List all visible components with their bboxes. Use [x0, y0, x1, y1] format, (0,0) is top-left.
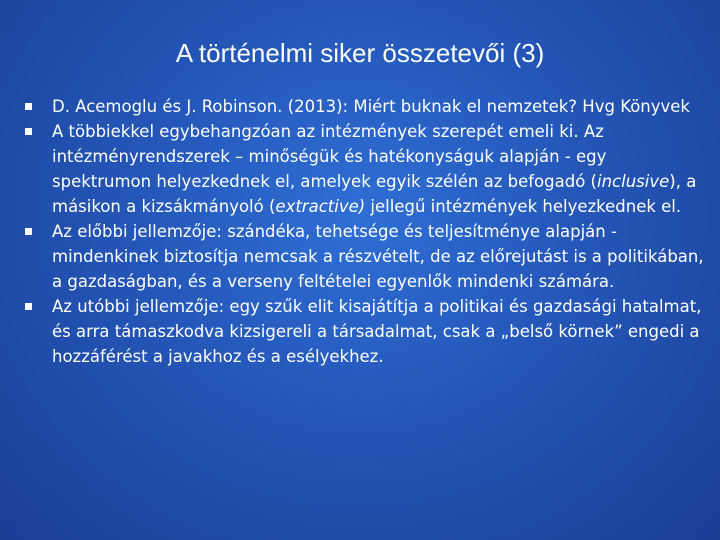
square-bullet-icon: [25, 303, 32, 310]
bullet-list: [24, 94, 704, 369]
italic-term-extractive: extractive): [275, 197, 366, 216]
bullet-text: D. Acemoglu és J. Robinson. (2013): Miért buknak el nemzetek? Hvg Könyvek: [52, 97, 690, 116]
bullet-item: [24, 294, 704, 369]
square-bullet-icon: [25, 128, 32, 135]
bullet-text: Az előbbi jellemzője: szándéka, tehetsége és teljesítménye alapján - mindenkinek biztosítja nemcsak a részvételt, de az előrejutást is a politikában, a gazdaságban, és a verseny feltételei egyenlők mindenki számára.: [52, 222, 704, 291]
square-bullet-icon: [25, 103, 32, 110]
bullet-text: Az utóbbi jellemzője: egy szűk elit kisajátítja a politikai és gazdasági hatalmat, és arra támaszkodva kizsigereli a társadalmat, csak a „belső körnek” engedi a hozzáférést a javakhoz és a esélyekhez.: [52, 297, 702, 366]
square-bullet-icon: [25, 228, 32, 235]
bullet-item: [24, 94, 704, 119]
italic-term-inclusive: inclusive: [597, 172, 670, 191]
bullet-item: [24, 119, 704, 219]
bullet-item: [24, 219, 704, 294]
bullet-text: A többiekkel egybehangzóan az intézmények szerepét emeli ki. Az intézményrendszerek – minőségük és hatékonyságuk alapján - egy spektrumon helyezkednek el, amelyek egyik szélén az befogadó (inclusive), a másikon a kizsákmányoló (extractive) jellegű intézmények helyezkednek el.: [52, 122, 697, 216]
slide-title: A történelmi siker összetevői (3): [175, 38, 545, 68]
